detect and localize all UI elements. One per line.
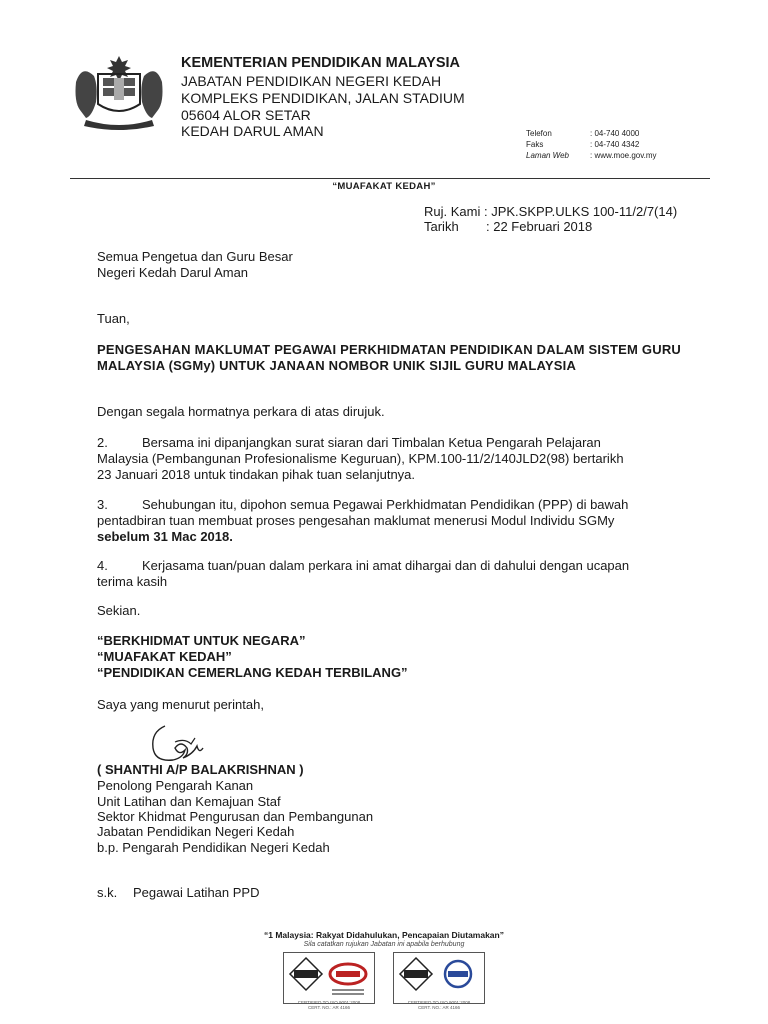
paragraph-2-line: Malaysia (Pembangunan Profesionalisme Keguruan), KPM.100-11/2/140JLD2(98) bertarikh: [97, 451, 624, 466]
contact-value: : 04-740 4000: [590, 129, 640, 138]
paragraph-3-line: pentadbiran tuan membuat proses pengesahan maklumat menerusi Modul Individu SGMy: [97, 513, 615, 528]
paragraph-text: Sehubungan itu, dipohon semua Pegawai Perkhidmatan Pendidikan (PPP) di bawah: [142, 497, 629, 512]
paragraph-number: 3.: [97, 497, 108, 512]
signatory-title: Sektor Khidmat Pengurusan dan Pembangunan: [97, 809, 374, 824]
header-motto: “MUAFAKAT KEDAH”: [332, 181, 436, 192]
signatory-title: Penolong Pengarah Kanan: [97, 778, 254, 793]
motto-line: “MUAFAKAT KEDAH”: [97, 649, 232, 664]
sign-off: Saya yang menurut perintah,: [97, 697, 264, 712]
ministry-name: KEMENTERIAN PENDIDIKAN MALAYSIA: [181, 55, 461, 71]
department-name: JABATAN PENDIDIKAN NEGERI KEDAH: [181, 73, 442, 89]
paragraph-3-line: [97, 497, 681, 513]
certification-caption: CERTIFIED TO ISO 9001:2008 CERT. NO.: AR 4166: [407, 1000, 471, 1010]
paragraph-4-line: [97, 558, 681, 574]
subject-heading: PENGESAHAN MAKLUMAT PEGAWAI PERKHIDMATAN PENDIDIKAN DALAM SISTEM GURU MALAYSIA (SGMy) UNTUK JANAAN NOMBOR UNIK SIJIL GURU MALAYSIA: [97, 342, 681, 373]
paragraph-number: 2.: [97, 435, 108, 450]
paragraph-4-line: terima kasih: [97, 574, 168, 589]
salutation: Tuan,: [97, 311, 130, 326]
contact-label: Faks: [526, 140, 544, 149]
address-line: 05604 ALOR SETAR: [181, 107, 311, 123]
contact-label: Telefon: [526, 129, 552, 138]
signatory-title: b.p. Pengarah Pendidikan Negeri Kedah: [97, 840, 330, 855]
cc-line: [97, 885, 681, 901]
handwritten-signature: [145, 718, 205, 768]
paragraph-text: Kerjasama tuan/puan dalam perkara ini amat dihargai dan di dahului dengan ucapan: [142, 558, 630, 573]
date-value: : 22 Februari 2018: [486, 219, 593, 234]
paragraph-text: Bersama ini dipanjangkan surat siaran dari Timbalan Ketua Pengarah Pelajaran: [142, 435, 601, 450]
reference-value: JPK.SKPP.ULKS 100-11/2/7(14): [491, 204, 678, 219]
contact-label: Laman Web: [526, 151, 569, 160]
certification-caption: CERTIFIED TO ISO 9001:2008 CERT. NO.: AR 4166: [297, 1000, 361, 1010]
reference-line: [424, 204, 677, 219]
closing: Sekian.: [97, 603, 141, 618]
cc-value: Pegawai Latihan PPD: [133, 885, 260, 900]
footer-note: Sila catatkan rujukan Jabatan ini apabila berhubung: [303, 941, 465, 948]
header-divider: [70, 178, 710, 179]
date-line: [424, 219, 592, 234]
cc-label: s.k.: [97, 885, 118, 900]
reference-label: Ruj. Kami :: [424, 204, 488, 219]
contact-row: [526, 150, 657, 162]
contact-value: : 04-740 4342: [590, 140, 640, 149]
footer-motto: “1 Malaysia: Rakyat Didahulukan, Pencapaian Diutamakan”: [264, 930, 504, 940]
paragraph-2-line: [97, 435, 681, 451]
motto-line: “PENDIDIKAN CEMERLANG KEDAH TERBILANG”: [97, 665, 408, 680]
paragraph-2-line: 23 Januari 2018 untuk tindakan pihak tuan selanjutnya.: [97, 467, 416, 482]
date-label: Tarikh: [424, 219, 459, 234]
recipient-line: Semua Pengetua dan Guru Besar: [97, 249, 293, 264]
address-line: KEDAH DARUL AMAN: [181, 123, 324, 139]
signatory-name: ( SHANTHI A/P BALAKRISHNAN ): [97, 762, 304, 777]
address-line: KOMPLEKS PENDIDIKAN, JALAN STADIUM: [181, 90, 465, 106]
signatory-title: Unit Latihan dan Kemajuan Staf: [97, 794, 281, 809]
malaysia-coat-of-arms-logo: [68, 52, 170, 132]
recipient-line: Negeri Kedah Darul Aman: [97, 265, 249, 280]
iqnet-certification-logo: [393, 952, 485, 1004]
quality-system-certification-logo: [283, 952, 375, 1004]
signatory-title: Jabatan Pendidikan Negeri Kedah: [97, 824, 295, 839]
paragraph-number: 4.: [97, 558, 108, 573]
paragraph-1: Dengan segala hormatnya perkara di atas dirujuk.: [97, 404, 385, 419]
deadline-text: sebelum 31 Mac 2018.: [97, 529, 233, 544]
contact-value: : www.moe.gov.my: [590, 151, 657, 160]
motto-line: “BERKHIDMAT UNTUK NEGARA”: [97, 633, 306, 648]
